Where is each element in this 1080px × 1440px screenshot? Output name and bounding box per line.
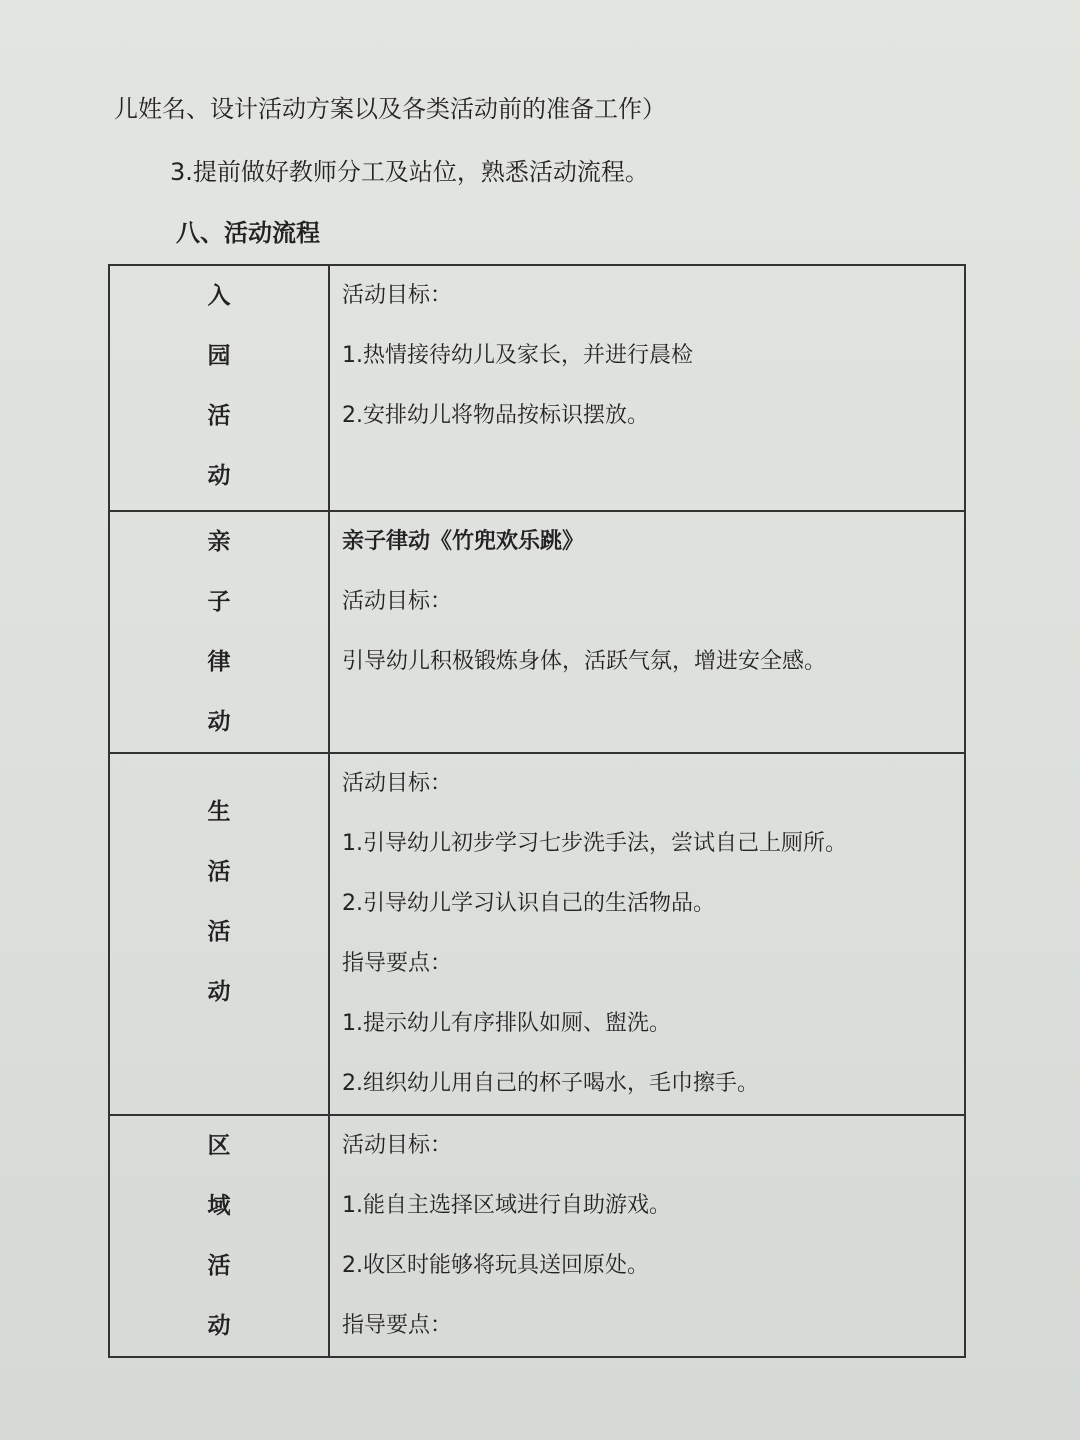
category-char: 动 xyxy=(207,709,231,735)
category-char: 活 xyxy=(207,859,231,885)
category-cell xyxy=(109,753,329,1115)
content-line: 2.收区时能够将玩具送回原处。 xyxy=(342,1253,649,1278)
activity-flow-table xyxy=(108,264,966,1358)
category-char: 活 xyxy=(207,919,231,945)
content-cell xyxy=(329,511,965,753)
category-char: 亲 xyxy=(207,529,231,555)
category-char: 动 xyxy=(207,1313,231,1339)
content-line: 引导幼儿积极锻炼身体，活跃气氛，增进安全感。 xyxy=(342,649,827,674)
category-char: 律 xyxy=(207,649,231,675)
content-line: 活动目标： xyxy=(342,589,453,614)
intro-line-1: 儿姓名、设计活动方案以及各类活动前的准备工作） xyxy=(114,95,666,123)
category-char: 区 xyxy=(207,1133,231,1159)
category-char: 生 xyxy=(207,799,231,825)
category-cell xyxy=(109,1115,329,1357)
category-char: 园 xyxy=(207,343,231,369)
content-cell xyxy=(329,265,965,511)
content-line: 活动目标： xyxy=(342,283,453,308)
content-line: 活动目标： xyxy=(342,1133,453,1158)
activity-title: 亲子律动《竹兜欢乐跳》 xyxy=(342,529,585,554)
category-char: 子 xyxy=(207,589,231,615)
category-char: 动 xyxy=(207,463,231,489)
category-char: 域 xyxy=(207,1193,231,1219)
section-heading: 八、活动流程 xyxy=(176,219,320,247)
content-line: 2.引导幼儿学习认识自己的生活物品。 xyxy=(342,891,715,916)
category-char: 活 xyxy=(207,403,231,429)
category-cell xyxy=(109,265,329,511)
content-line: 指导要点： xyxy=(342,951,453,976)
content-cell xyxy=(329,1115,965,1357)
table-row xyxy=(109,265,965,511)
content-line: 2.安排幼儿将物品按标识摆放。 xyxy=(342,403,649,428)
category-cell xyxy=(109,511,329,753)
content-line: 活动目标： xyxy=(342,771,453,796)
content-line: 2.组织幼儿用自己的杯子喝水，毛巾擦手。 xyxy=(342,1071,759,1096)
category-char: 入 xyxy=(207,283,231,309)
table-row xyxy=(109,1115,965,1357)
content-line: 1.提示幼儿有序排队如厕、盥洗。 xyxy=(342,1011,671,1036)
content-cell xyxy=(329,753,965,1115)
content-line: 1.热情接待幼儿及家长，并进行晨检 xyxy=(342,343,693,368)
category-char: 动 xyxy=(207,979,231,1005)
table-row xyxy=(109,753,965,1115)
category-char: 活 xyxy=(207,1253,231,1279)
content-line: 指导要点： xyxy=(342,1313,453,1338)
table-row xyxy=(109,511,965,753)
content-line: 1.能自主选择区域进行自助游戏。 xyxy=(342,1193,671,1218)
content-line: 1.引导幼儿初步学习七步洗手法，尝试自己上厕所。 xyxy=(342,831,847,856)
intro-line-2: 3.提前做好教师分工及站位，熟悉活动流程。 xyxy=(170,158,649,186)
